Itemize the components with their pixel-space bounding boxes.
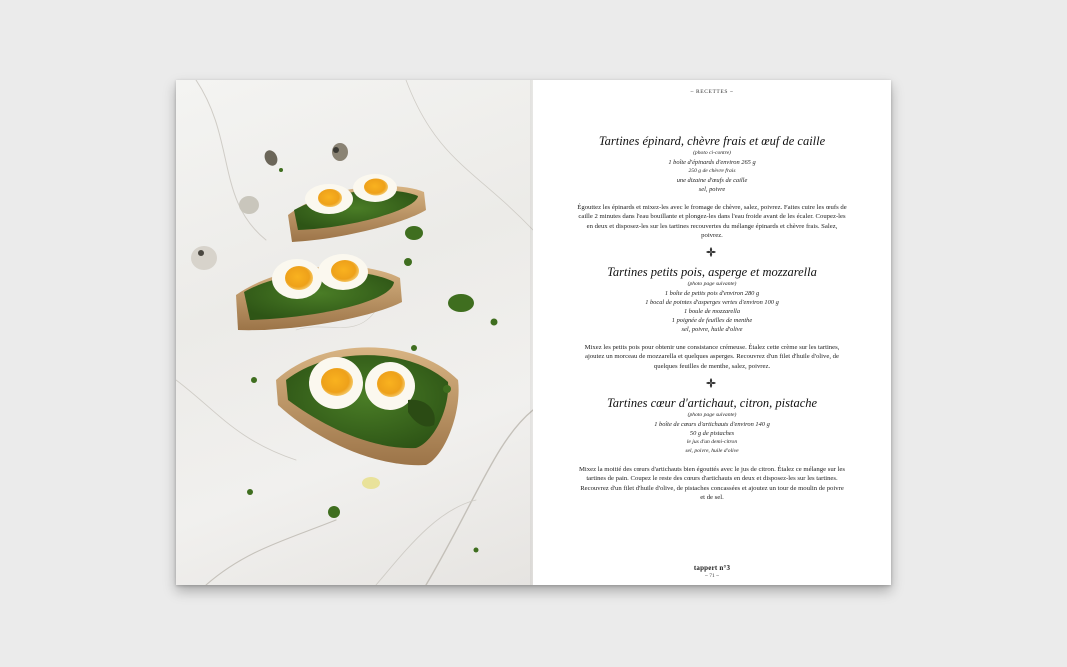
oil-spot — [362, 477, 380, 489]
ingredient: 1 boîte de cœurs d'artichauts d'environ 140 g — [654, 421, 770, 428]
recipe-title: Tartines cœur d'artichaut, citron, pistache — [606, 396, 818, 410]
food-photo — [176, 80, 533, 585]
ingredient: sel, poivre — [698, 186, 726, 193]
running-head: ~ RECETTES ~ — [690, 89, 734, 95]
magazine-brand: tappert n°3 — [693, 564, 731, 572]
ingredient: le jus d'un demi-citron — [686, 439, 738, 445]
text-page — [533, 80, 891, 585]
ingredient: sel, poivre, huile d'olive — [681, 326, 743, 333]
ingredient: 1 poignée de feuilles de menthe — [671, 317, 753, 324]
photo-note: (photo page suivante) — [687, 412, 737, 418]
ingredient: 1 boîte d'épinards d'environ 265 g — [668, 159, 756, 166]
fleuron-icon — [705, 377, 717, 389]
photo-note: (photo ci-contre) — [693, 150, 731, 156]
marble-veins — [176, 80, 533, 585]
ingredient: 250 g de chèvre frais — [688, 168, 736, 174]
photo-note: (photo page suivante) — [687, 281, 737, 287]
ingredient: 1 boîte de petits pois d'environ 280 g — [664, 290, 760, 297]
ingredient: 50 g de pistaches — [689, 430, 735, 437]
ingredient: 1 boule de mozzarella — [683, 308, 741, 315]
ingredient: 1 bocal de pointes d'asperges vertes d'environ 100 g — [645, 299, 779, 306]
recipe-1 — [577, 134, 847, 241]
ingredient: une dizaine d'œufs de caille — [676, 177, 748, 184]
magazine-spread — [176, 80, 891, 585]
recipe-2 — [577, 265, 847, 371]
page-number: ~ 71 ~ — [704, 573, 720, 579]
recipe-title: Tartines petits pois, asperge et mozzarella — [607, 265, 817, 279]
recipe-3 — [577, 396, 847, 503]
photo-page — [176, 80, 533, 585]
folio — [533, 564, 891, 580]
toast-middle — [236, 254, 402, 330]
toast-front — [276, 347, 459, 465]
recipe-method: Égouttez les épinards et mixez-les avec le fromage de chèvre, salez, poivrez. Faites cuire les œufs de caille 2 minutes dans l'eau bouillante et plongez-les dans l'eau froide avant de les écaler. Coupez-les en deux et disposez-les sur les tartines recouvertes du mélange épinards et chèvre frais. Salez, poivrez. — [577, 204, 847, 240]
recipe-title: Tartines épinard, chèvre frais et œuf de caille — [598, 134, 826, 148]
recipe-method: Mixez les petits pois pour obtenir une consistance crémeuse. Étalez cette crème sur les tartines, ajoutez un morceau de mozzarella et quelques asperges. Recouvrez d'un filet d'huile d'olive, de quelques feuilles de menthe, salez, poivrez. — [584, 344, 840, 370]
ingredient: sel, poivre, huile d'olive — [685, 448, 739, 454]
recipe-method: Mixez la moitié des cœurs d'artichauts bien égouttés avec le jus de citron. Étalez ce mélange sur les tartines de pain. Coupez le reste des cœurs d'artichauts en deux et disposez-les sur les tartines. Recouvrez d'un filet d'huile d'olive, de pistaches concassées et ajoutez un tour de moulin de poivre et de sel. — [578, 466, 845, 502]
fleuron-icon — [705, 246, 717, 258]
